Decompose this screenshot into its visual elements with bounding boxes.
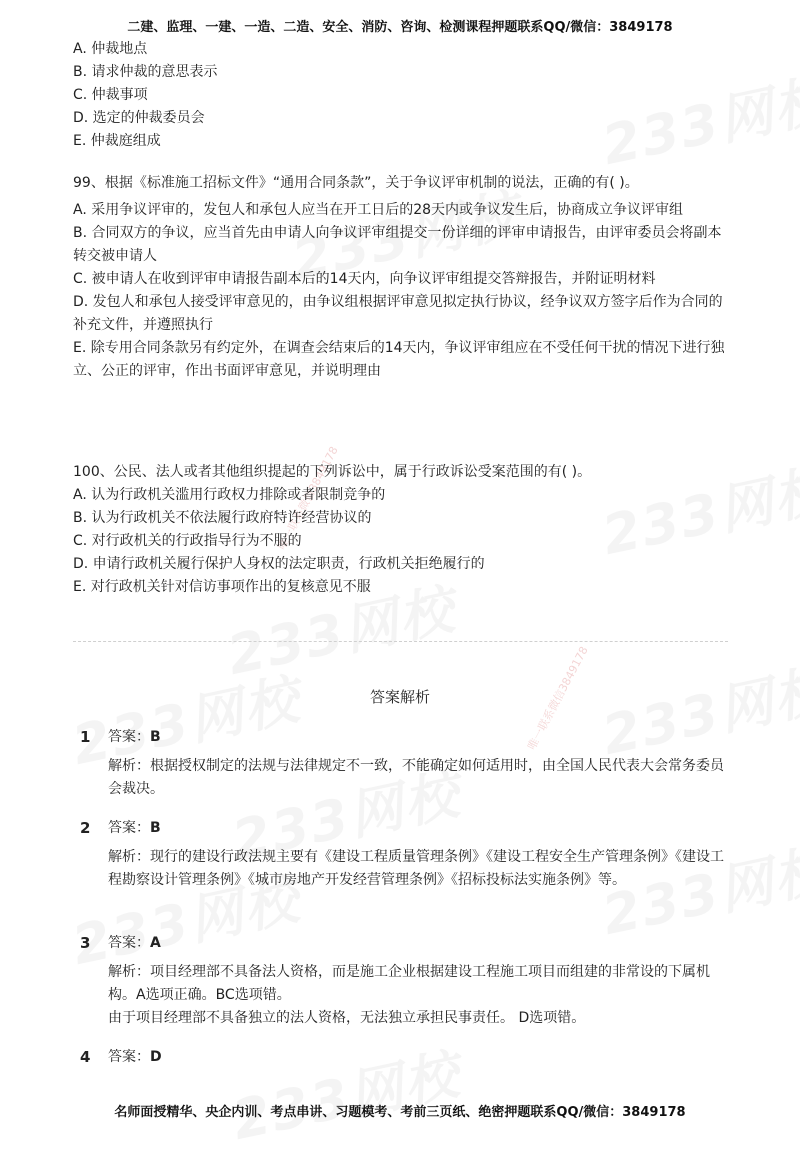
- answer-4: [80, 1046, 730, 1069]
- option-a: A. 仲裁地点: [73, 41, 148, 57]
- answer-number: 3: [80, 934, 91, 952]
- page-header: 二建、监理、一建、一造、二造、安全、消防、咨询、检测课程押题联系QQ/微信：3849178: [127, 20, 673, 35]
- option-e: E. 仲裁庭组成: [73, 133, 161, 149]
- answer-number: 4: [80, 1048, 91, 1066]
- answer-explanation: 解析：根据授权制定的法规与法律规定不一致，不能确定如何适用时，由全国人民代表大会常务委员会裁决。: [108, 758, 724, 797]
- question-98-options: [73, 38, 733, 153]
- option-b: B. 请求仲裁的意思表示: [73, 64, 218, 80]
- answer-label: 答案：: [108, 820, 150, 836]
- answer-3: [80, 932, 730, 1030]
- option-e: E. 对行政机关针对信访事项作出的复核意见不服: [73, 579, 371, 595]
- answer-explanation: 由于项目经理部不具备独立的法人资格，无法独立承担民事责任。 D选项错。: [108, 1010, 586, 1026]
- question-100: [73, 461, 733, 599]
- option-d: D. 申请行政机关履行保护人身权的法定职责，行政机关拒绝履行的: [73, 556, 485, 572]
- answer-value: B: [150, 820, 161, 836]
- option-b: B. 合同双方的争议，应当首先由申请人向争议评审组提交一份详细的评审申请报告，由评审委员会将副本转交被申请人: [73, 225, 722, 264]
- option-c: C. 仲裁事项: [73, 87, 148, 103]
- option-e: E. 除专用合同条款另有约定外，在调查会结束后的14天内，争议评审组应在不受任何干扰的情况下进行独立、公正的评审，作出书面评审意见，并说明理由: [73, 340, 725, 379]
- answer-value: D: [150, 1049, 162, 1065]
- answer-1: [80, 726, 730, 801]
- answer-label: 答案：: [108, 935, 150, 951]
- answer-value: A: [150, 935, 161, 951]
- section-divider: [73, 641, 728, 642]
- option-c: C. 被申请人在收到评审申请报告副本后的14天内，向争议评审组提交答辩报告，并附证明材料: [73, 271, 656, 287]
- option-d: D. 选定的仲裁委员会: [73, 110, 205, 126]
- question-stem: 100、公民、法人或者其他组织提起的下列诉讼中，属于行政诉讼受案范围的有( )。: [73, 464, 592, 480]
- answer-2: [80, 817, 730, 892]
- option-d: D. 发包人和承包人接受评审意见的，由争议组根据评审意见拟定执行协议，经争议双方签字后作为合同的补充文件，并遵照执行: [73, 294, 723, 333]
- question-stem: 99、根据《标准施工招标文件》“通用合同条款”，关于争议评审机制的说法，正确的有( )。: [73, 175, 639, 191]
- answer-explanation: 解析：现行的建设行政法规主要有《建设工程质量管理条例》《建设工程安全生产管理条例》《建设工程勘察设计管理条例》《城市房地产开发经营管理条例》《招标投标法实施条例》等。: [108, 849, 724, 888]
- question-99: [73, 172, 733, 383]
- option-a: A. 采用争议评审的，发包人和承包人应当在开工日后的28天内或争议发生后，协商成立争议评审组: [73, 202, 684, 218]
- answer-number: 1: [80, 728, 91, 746]
- answers-title: 答案解析: [369, 688, 430, 706]
- watermark-contact: 唯一联系微信3849178: [525, 644, 591, 753]
- option-a: A. 认为行政机关滥用行政权力排除或者限制竞争的: [73, 487, 386, 503]
- answer-label: 答案：: [108, 729, 150, 745]
- answer-value: B: [150, 729, 161, 745]
- page-footer: 名师面授精华、央企内训、考点串讲、习题模考、考前三页纸、绝密押题联系QQ/微信：3849178: [114, 1105, 686, 1120]
- answer-number: 2: [80, 819, 91, 837]
- watermark-contact: 唯一联系微信3849178: [275, 444, 341, 553]
- answer-explanation: 解析：项目经理部不具备法人资格，而是施工企业根据建设工程施工项目而组建的非常设的下属机构。A选项正确。BC选项错。: [108, 964, 710, 1003]
- answer-label: 答案：: [108, 1049, 150, 1065]
- option-c: C. 对行政机关的行政指导行为不服的: [73, 533, 302, 549]
- option-b: B. 认为行政机关不依法履行政府特许经营协议的: [73, 510, 372, 526]
